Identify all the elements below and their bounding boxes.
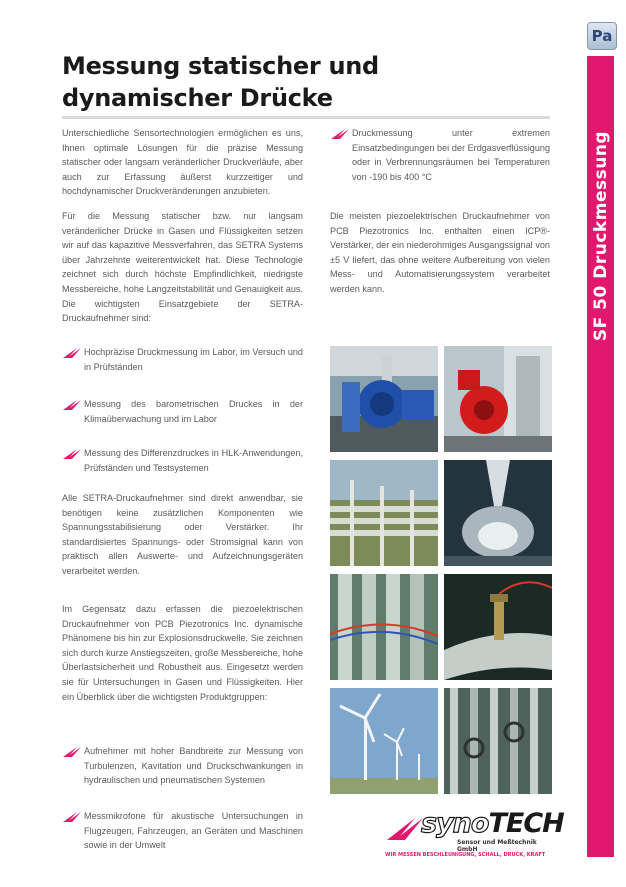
photo-blue-motor bbox=[330, 346, 438, 452]
photo-sensor-on-pipe bbox=[444, 574, 552, 680]
bullet-text: Messung des Differenzdruckes in HLK-Anwendungen, Prüfständen und Testsystemen bbox=[84, 448, 303, 473]
paragraph-intro: Unterschiedliche Sensortechnologien ermöglichen es uns, Ihnen optimale Lösungen für die präzise Messung statischer oder langsam veränderlicher Druckverläufe, aber auch zur Erfassung äußerst kurzzeitiger und hochdynamischer Druckveränderungen anzubieten. bbox=[62, 128, 303, 197]
swoosh-bullet-icon bbox=[62, 744, 82, 758]
swoosh-bullet-icon bbox=[62, 809, 82, 823]
photo-cryogenic-steam bbox=[444, 460, 552, 566]
swoosh-bullet-icon bbox=[330, 126, 350, 140]
logo-subtitle: Sensor und Meßtechnik GmbH bbox=[457, 839, 537, 853]
bullet-text: Messung des barometrischen Druckes in der Klimaüberwachung und im Labor bbox=[84, 399, 303, 424]
swoosh-bullet-icon bbox=[62, 345, 82, 359]
swoosh-logo-icon bbox=[385, 812, 425, 842]
list-item bbox=[62, 446, 303, 475]
list-item bbox=[62, 397, 303, 426]
synotech-logo bbox=[385, 808, 564, 864]
swoosh-bullet-icon bbox=[62, 397, 82, 411]
page-title: Messung statischer und dynamischer Drücke bbox=[62, 52, 379, 112]
paragraph-setra-usage: Alle SETRA-Druckaufnehmer sind direkt anwendbar, sie benötigen keine zusätzlichen Komponenten wie Spannungsstabilisierung oder Verstärker. Ihr standardisiertes Spannungs- oder Stromsignal kann von praktisch allen Auswerte- und Aufzeichnungsgeräten verarbeitet werden. bbox=[62, 493, 303, 576]
pa-badge: Pa bbox=[587, 22, 617, 50]
list-item bbox=[330, 126, 550, 184]
list-item bbox=[62, 345, 303, 374]
bullet-text: Hochpräzise Druckmessung im Labor, im Versuch und in Prüfständen bbox=[84, 347, 303, 372]
list-item bbox=[62, 744, 303, 788]
logo-wordmark: synoTECH bbox=[421, 808, 564, 839]
paragraph-setra: Für die Messung statischer bzw. nur langsam veränderlicher Drücke in Gasen und Flüssigkeiten setzen wir auf das kapazitive Messverfahren, das SETRA Systems über Jahrzehnte weiterentwickelt hat. Diese Technologie zeichnet sich durch höchste Empfindlichkeit, niedrigste Messbereiche, hohe Langzeitstabilität und Genauigkeit aus. Die wichtigsten Einsatzgebiete der SETRA-Druckaufnehmer sind: bbox=[62, 211, 303, 324]
swoosh-bullet-icon bbox=[62, 446, 82, 460]
logo-slogan: WIR MESSEN BESCHLEUNIGUNG, SCHALL, DRUCK, KRAFT bbox=[385, 852, 546, 858]
title-rule bbox=[62, 116, 550, 119]
bullet-text: Aufnehmer mit hoher Bandbreite zur Messung von Turbulenzen, Kavitation und Druckschwankungen in hydraulischen und pneumatischen Systemen bbox=[84, 746, 303, 786]
bullet-text: Druckmessung unter extremen Einsatzbedingungen bei der Erdgasverflüssigung oder in Verbrennungsräumen bei Temperaturen von -190 bis 400 °C bbox=[352, 128, 550, 182]
bullet-text: Messmikrofone für akustische Untersuchungen in Flugzeugen, Fahrzeugen, an Geräten und Maschinen sowie in der Umwelt bbox=[84, 811, 303, 851]
photo-wind-turbines bbox=[330, 688, 438, 794]
paragraph-icp: Die meisten piezoelektrischen Druckaufnehmer von PCB Piezotronics Inc. enthalten einen ICP®-Verstärker, der ein niederohmiges Ausgangssignal von ±5 V liefert, das ohne weitere Aufbereitung von vielen Mess- und Automatisierungssystem verarbeitet werden kann. bbox=[330, 211, 550, 294]
photo-red-burner bbox=[444, 346, 552, 452]
paragraph-pcb: Im Gegensatz dazu erfassen die piezoelektrischen Druckaufnehmer von PCB Piezotronics Inc. dynamische Phänomene bis hin zur Explosionsdruckwelle. Sie zeichnen sich durch kurze Anstiegszeiten, große Messbereiche, hohe Überlastsicherheit und Robustheit aus. Eingesetzt werden sie für Untersuchungen in Gasen und Flüssigkeiten. Hier ein Überblick über die wichtigsten Produktgruppen: bbox=[62, 604, 303, 702]
list-item bbox=[62, 809, 303, 853]
photo-pipeline-plant bbox=[330, 460, 438, 566]
photo-industrial-valves bbox=[444, 688, 552, 794]
photo-pipes-cables bbox=[330, 574, 438, 680]
